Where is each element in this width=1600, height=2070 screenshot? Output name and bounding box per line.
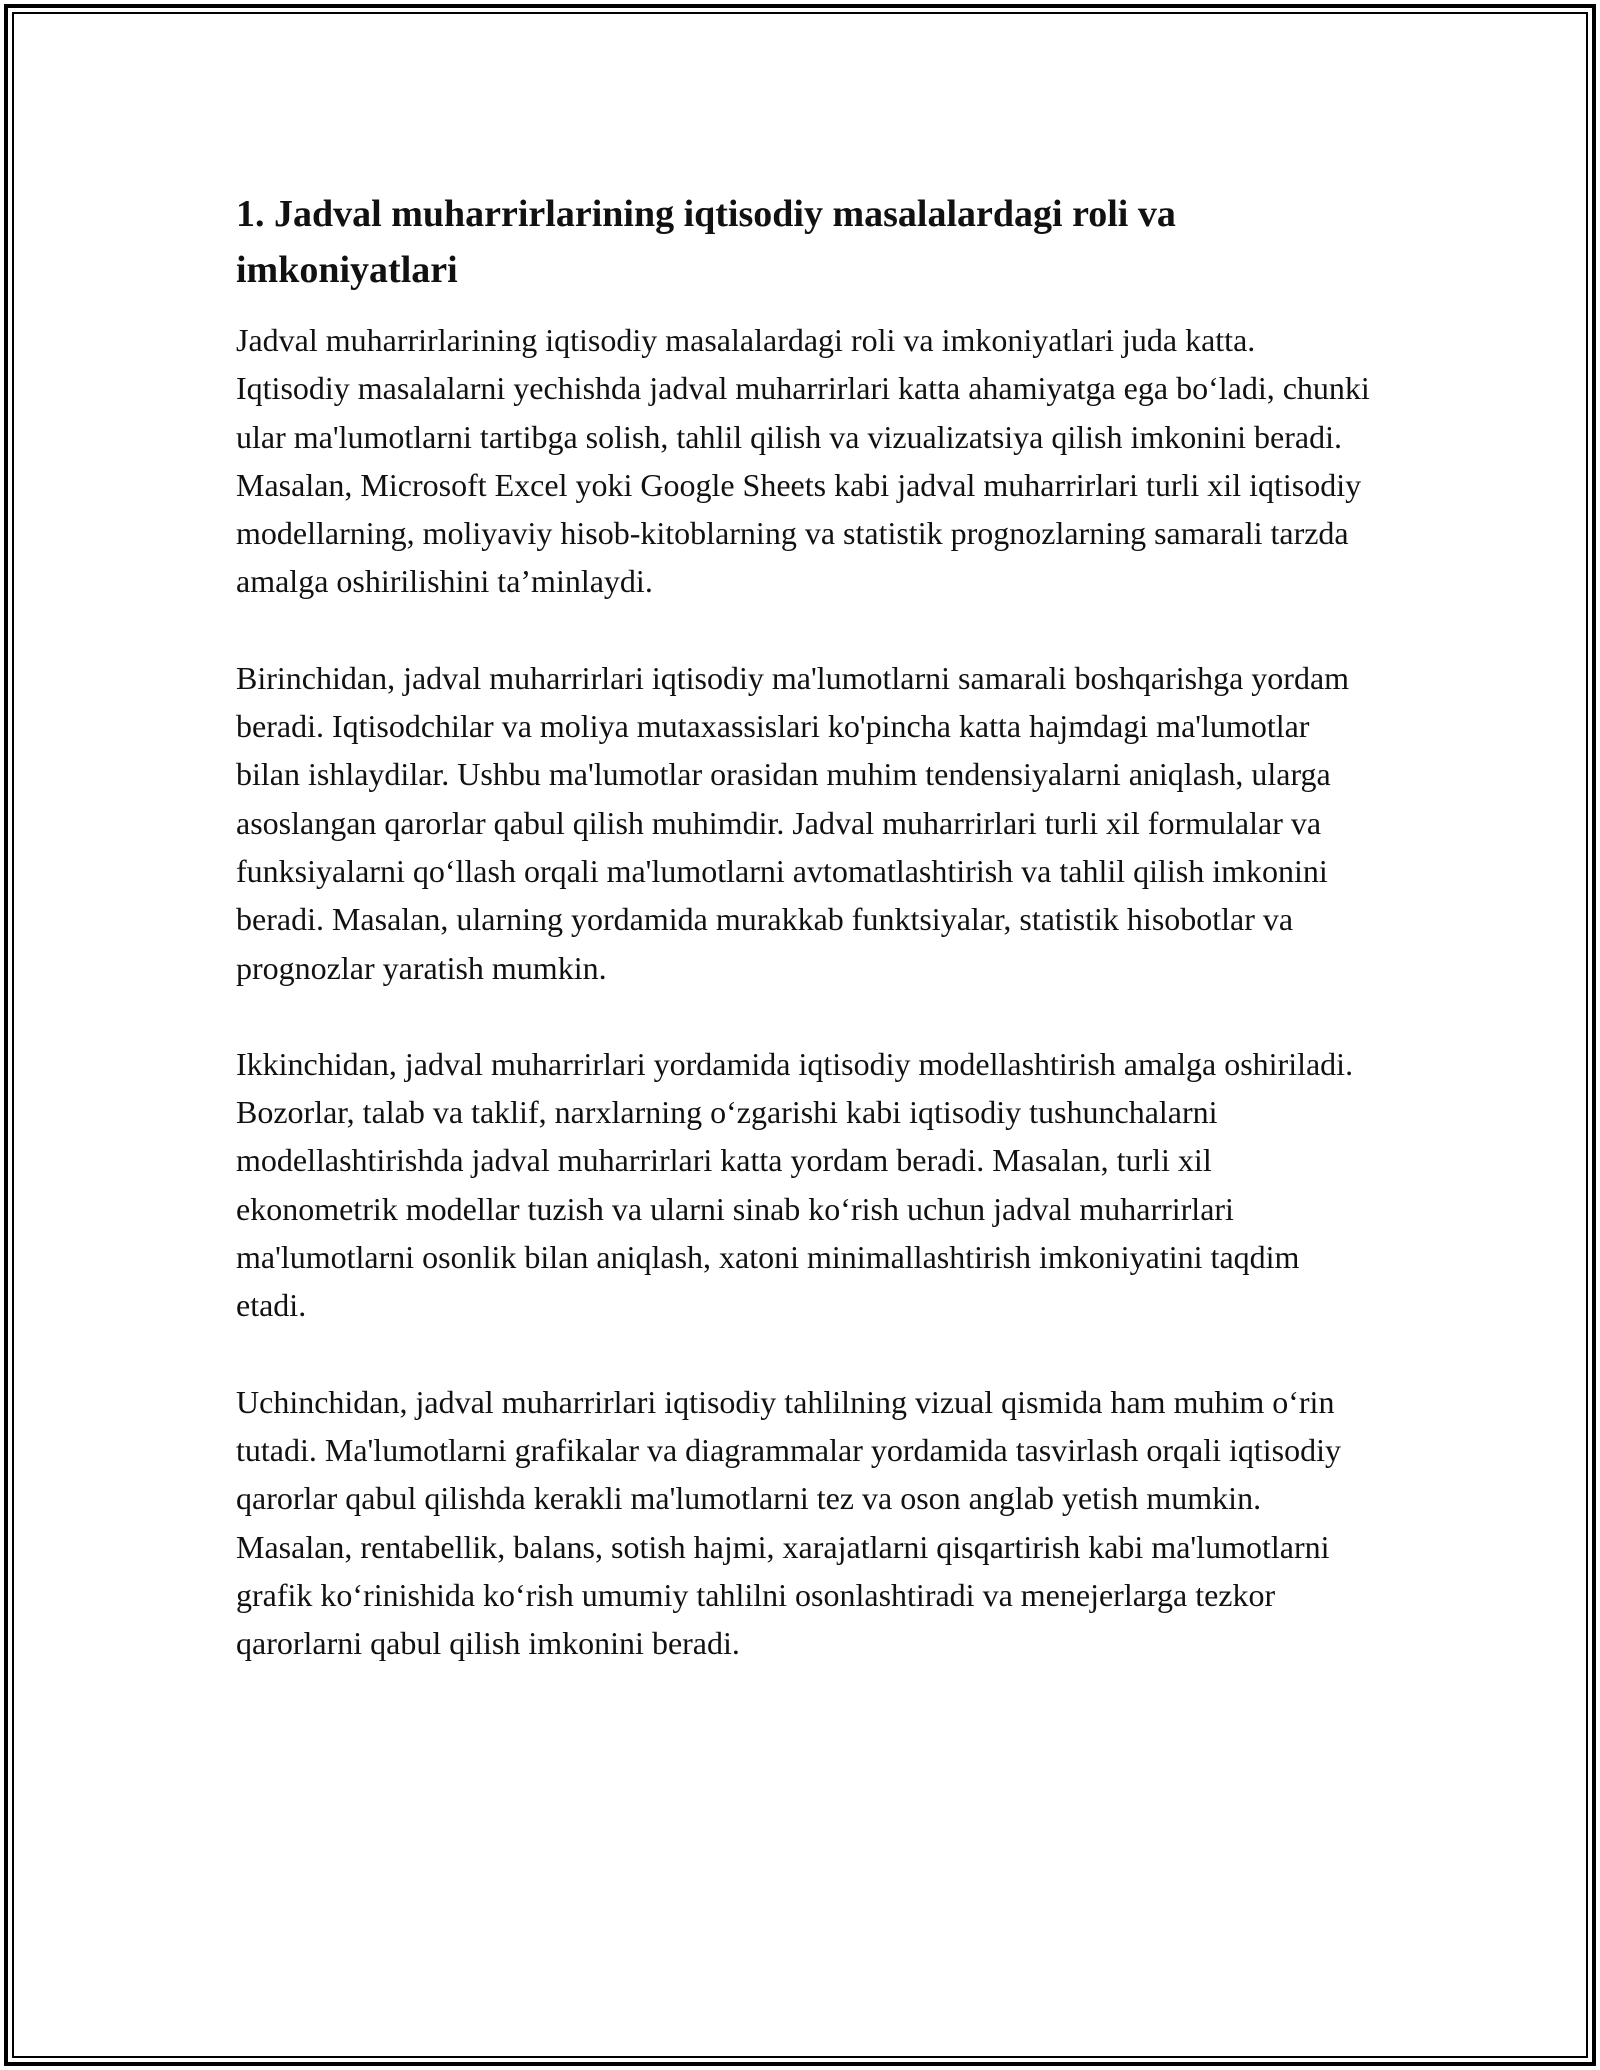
document-body bbox=[236, 186, 1376, 1715]
paragraph-first: Birinchidan, jadval muharrirlari iqtisodiy ma'lumotlarni samarali boshqarishga yordam beradi. Iqtisodchilar va moliya mutaxassislari ko'pincha katta hajmdagi ma'lumotlar bilan ishlaydilar. Ushbu ma'lumotlar orasidan muhim tendensiyalarni aniqlash, ularga asoslangan qarorlar qabul qilish muhimdir. Jadval muharrirlari turli xil formulalar va funksiyalarni qo‘llash orqali ma'lumotlarni avtomatlashtirish va tahlil qilish imkonini beradi. Masalan, ularning yordamida murakkab funktsiyalar, statistik hisobotlar va prognozlar yaratish mumkin. bbox=[236, 659, 1350, 986]
paragraph-second: Ikkinchidan, jadval muharrirlari yordamida iqtisodiy modellashtirish amalga oshiriladi. Bozorlar, talab va taklif, narxlarning o‘zgarishi kabi iqtisodiy tushunchalarni modellashtirishda jadval muharrirlari katta yordam beradi. Masalan, turli xil ekonometrik modellar tuzish va ularni sinab ko‘rish uchun jadval muharrirlari ma'lumotlarni osonlik bilan aniqlash, xatoni minimallashtirish imkoniyatini taqdim etadi. bbox=[236, 1045, 1354, 1324]
paragraph-third: Uchinchidan, jadval muharrirlari iqtisodiy tahlilning vizual qismida ham muhim o‘rin tutadi. Ma'lumotlarni grafikalar va diagrammalar yordamida tasvirlash orqali iqtisodiy qarorlar qabul qilishda kerakli ma'lumotlarni tez va oson anglab yetish mumkin. Masalan, rentabellik, balans, sotish hajmi, xarajatlarni qisqartirish kabi ma'lumotlarni grafik ko‘rinishida ko‘rish umumiy tahlilni osonlashtiradi va menejerlarga tezkor qarorlarni qabul qilish imkonini beradi. bbox=[236, 1383, 1341, 1662]
section-heading: 1. Jadval muharrirlarining iqtisodiy masalalardagi roli va imkoniyatlari bbox=[236, 193, 1176, 291]
paragraph-intro: Jadval muharrirlarining iqtisodiy masalalardagi roli va imkoniyatlari juda katta. Iqtisodiy masalalarni yechishda jadval muharrirlari katta ahamiyatga ega bo‘ladi, chunki ular ma'lumotlarni tartibga solish, tahlil qilish va vizualizatsiya qilish imkonini beradi. Masalan, Microsoft Excel yoki Google Sheets kabi jadval muharrirlari turli xil iqtisodiy modellarning, moliyaviy hisob-kitoblarning va statistik prognozlarning samarali tarzda amalga oshirilishini ta’minlaydi. bbox=[236, 322, 1370, 600]
